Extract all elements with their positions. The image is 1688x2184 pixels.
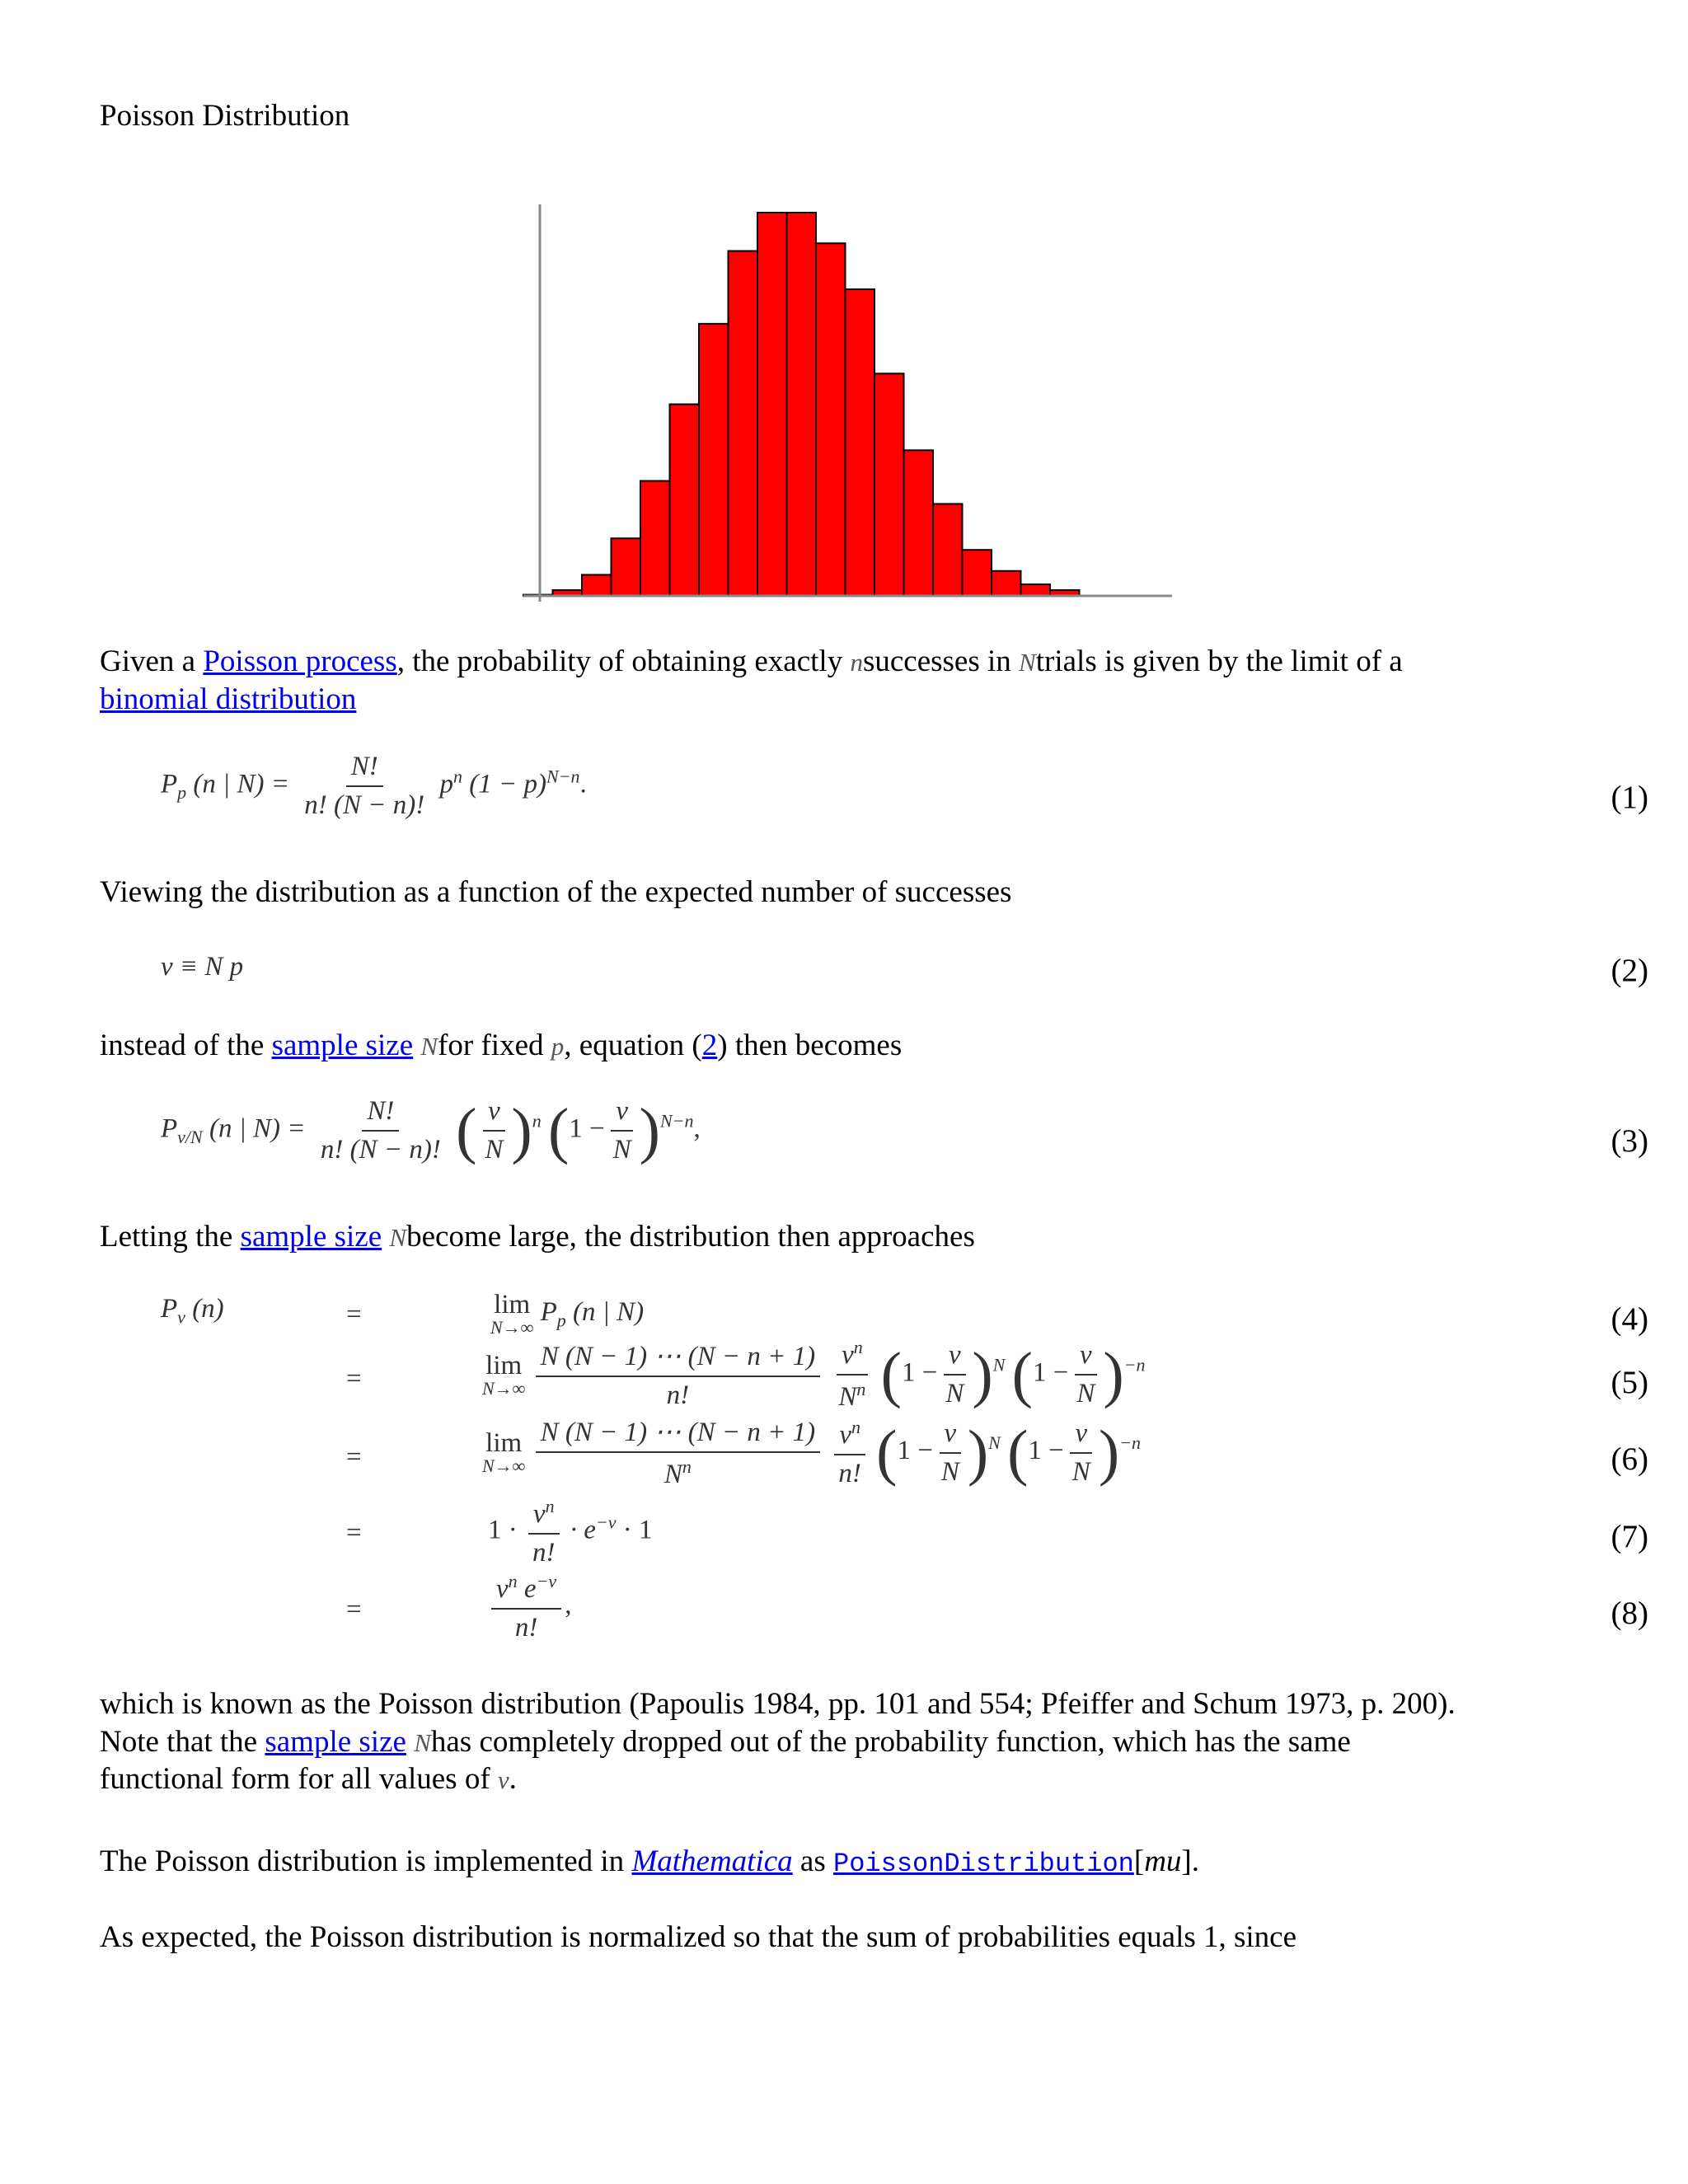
text: for fixed <box>438 1029 551 1062</box>
mathematica-link[interactable]: Mathematica <box>631 1844 793 1878</box>
var-N: N <box>420 1032 438 1061</box>
text: ) then becomes <box>717 1029 903 1062</box>
histogram-bar <box>729 251 758 597</box>
equation-number-7: (7) <box>1611 1519 1648 1554</box>
var-N: N <box>1019 648 1036 677</box>
text: successes in <box>862 644 1020 678</box>
paragraph-normalized: As expected, the Poisson distribution is normalized so that the sum of probabilities equals 1, since <box>100 1920 1297 1954</box>
text: instead of the <box>100 1029 272 1062</box>
histogram-bar <box>846 289 875 596</box>
equation-number-5: (5) <box>1611 1365 1648 1400</box>
paragraph-note <box>100 1723 1351 1762</box>
histogram-bar <box>933 504 963 596</box>
equation-number-4: (4) <box>1611 1301 1648 1337</box>
sample-size-link[interactable]: sample size <box>265 1725 406 1759</box>
equation-1: $P_p$ (n | N) = $\frac{N!}{n! (N - n)!}$ $p^n$ $(1 - p)^{N-n}$. <box>161 752 587 820</box>
equation-row-7: 1 · $\frac{\nu^n}{n!}$ · $e^{-\nu} \cdot 1$ <box>488 1496 653 1568</box>
equals-sign: = <box>346 1300 362 1329</box>
text: ]. <box>1181 1844 1199 1878</box>
poisson-distribution-code-link[interactable]: PoissonDistribution <box>833 1849 1134 1879</box>
text: has completely dropped out of the probability function, which has the same <box>430 1725 1351 1759</box>
text: Letting the <box>100 1220 241 1254</box>
histogram-bar <box>582 574 612 596</box>
text: become large, the distribution then approaches <box>406 1220 975 1254</box>
equation-3: $P_{\nu/N}$ (n | N) = $\frac{N!}{n! (N - n)!}$ ( $\frac{\nu}{N}$ )$^n$ (1 − $\frac{\nu}{N}$ )$^{N-n}$, <box>161 1096 701 1165</box>
equation-number-3: (3) <box>1611 1123 1648 1159</box>
paragraph-mathematica <box>100 1843 1199 1883</box>
histogram-bar <box>670 405 700 597</box>
paragraph-intro-line2 <box>100 681 356 719</box>
text: Given a <box>100 644 204 678</box>
equation-row-6: lim N→∞ $\frac{N (N - 1) \cdots (N - n + 1)}{N^n}$ $\frac{\nu^n}{n!}$ (1 − $\frac{\nu}{N}$ )$^N$ (1 − $\frac{\nu}{N}$ )$^{-n}$ <box>482 1416 1141 1489</box>
text: trials is given by the limit of a <box>1035 644 1403 678</box>
paragraph-letting <box>100 1218 975 1257</box>
sample-size-link[interactable]: sample size <box>271 1029 414 1062</box>
equation-row-8: $\frac{\nu^n e^{-\nu}}{n!}$ , <box>488 1571 571 1643</box>
histogram-bar <box>992 571 1021 596</box>
equation-2: ν ≡ N p <box>161 952 244 982</box>
equation-array-lhs: $P_\nu$ (n) <box>161 1294 224 1328</box>
var-N: N <box>389 1223 407 1252</box>
equation-number-2: (2) <box>1611 953 1648 988</box>
binomial-distribution-link[interactable]: binomial distribution <box>100 682 357 716</box>
histogram-bar <box>904 450 934 596</box>
equals-sign: = <box>346 1518 362 1548</box>
paragraph-known-as: which is known as the Poisson distribution (Papoulis 1984, pp. 101 and 554; Pfeiffer and Schum 1973, p. 200). <box>100 1687 1456 1721</box>
histogram-bar <box>874 373 904 596</box>
text: . <box>509 1762 517 1796</box>
text: , the probability of obtaining exactly <box>396 644 851 678</box>
paragraph-instead <box>100 1027 902 1066</box>
paragraph-expected: Viewing the distribution as a function of the expected number of successes <box>100 875 1012 909</box>
text: , equation ( <box>564 1029 702 1062</box>
text: Note that the <box>100 1725 265 1759</box>
histogram-bar <box>757 213 787 596</box>
equation-number-1: (1) <box>1611 780 1648 815</box>
histogram-bar <box>787 213 817 596</box>
equals-sign: = <box>346 1442 362 1472</box>
sample-size-link[interactable]: sample size <box>240 1220 382 1254</box>
histogram-bar <box>1021 584 1051 596</box>
text: [ <box>1133 1844 1145 1878</box>
equation-2-ref-link[interactable]: 2 <box>701 1029 718 1062</box>
text: functional form for all values of <box>100 1762 498 1796</box>
text <box>406 1725 414 1759</box>
text: as <box>792 1844 833 1878</box>
histogram-bar <box>963 550 992 596</box>
paragraph-functional-form <box>100 1760 517 1799</box>
paragraph-intro <box>100 643 1403 682</box>
equals-sign: = <box>346 1364 362 1394</box>
equation-number-6: (6) <box>1611 1441 1648 1477</box>
equals-sign: = <box>346 1595 362 1624</box>
page-title: Poisson Distribution <box>100 99 350 133</box>
poisson-process-link[interactable]: Poisson process <box>203 644 397 678</box>
histogram-bar <box>816 243 846 596</box>
histogram-bar <box>640 481 670 597</box>
poisson-histogram <box>495 198 1203 610</box>
var-N: N <box>414 1728 431 1757</box>
histogram-bar <box>612 538 641 596</box>
equation-number-8: (8) <box>1611 1596 1648 1631</box>
equation-row-5: lim N→∞ $\frac{N (N - 1) \cdots (N - n + 1)}{n!}$ $\frac{\nu^n}{N^n}$ (1 − $\frac{\nu}{N}$ )$^N$ (1 − $\frac{\nu}{N}$ )$^{-n}$ <box>482 1337 1146 1412</box>
equation-row-4: lim N→∞ $P_p$ (n | N) <box>490 1290 645 1338</box>
var-n: n <box>850 648 863 677</box>
text: The Poisson distribution is implemented in <box>100 1844 632 1878</box>
histogram-bar <box>699 324 729 596</box>
argument-mu: mu <box>1144 1844 1182 1878</box>
var-nu: ν <box>497 1765 509 1794</box>
var-p: p <box>551 1032 565 1061</box>
